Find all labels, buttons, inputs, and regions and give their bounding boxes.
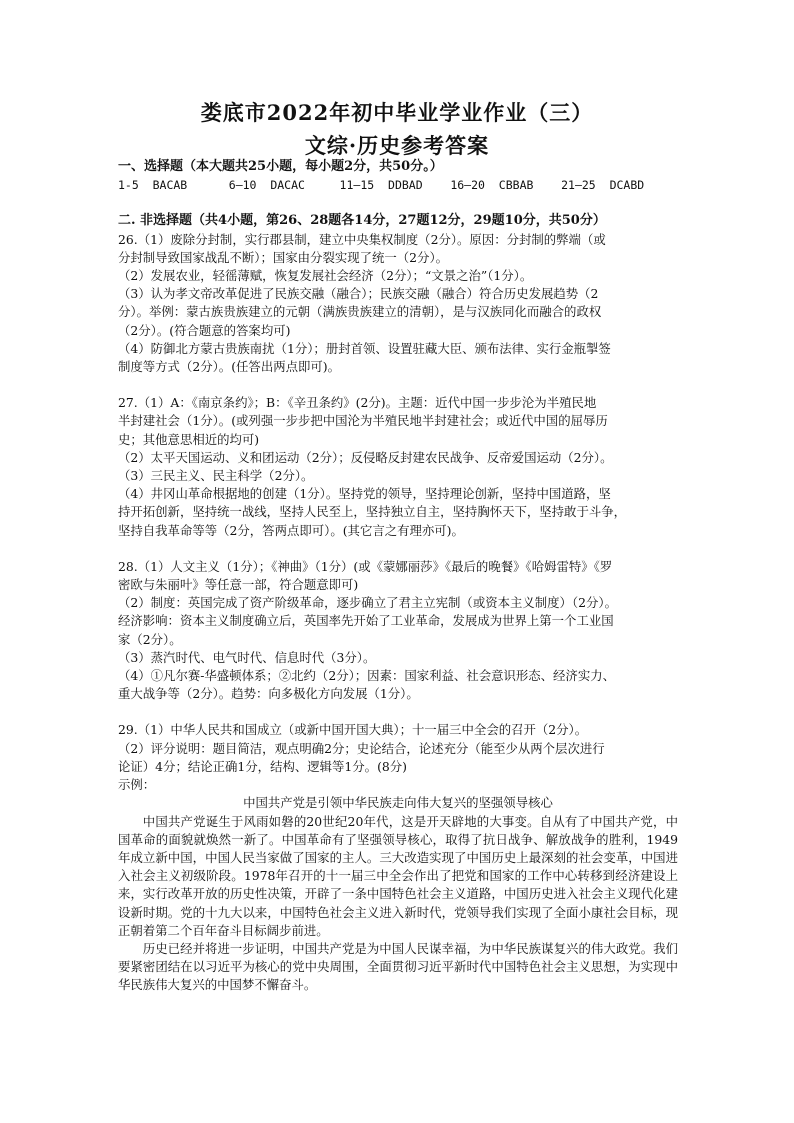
q28-line: （4）①凡尔赛-华盛顿体系；②北约（2分）；因素：国家利益、社会意识形态、经济实力、 (118, 668, 615, 684)
answer-body (118, 158, 678, 995)
question-29 (118, 721, 678, 794)
q27-line: （2）太平天国运动、义和团运动（2分）；反侵略反封建农民战争、反帝爱国运动（2分）。 (118, 449, 613, 465)
q29-line: 示例： (118, 777, 156, 793)
question-26 (118, 231, 678, 377)
sample-essay (118, 794, 678, 994)
q27-line: （4）井冈山革命根据地的创建（1分）。坚持党的领导，坚持理论创新，坚持中国道路，坚 (118, 486, 611, 502)
q29-line: 论证）4分；结论正确1分，结构、逻辑等1分。(8分) (118, 758, 408, 774)
q26-line: 分封制导致国家战乱不断）；国家由分裂实现了统一（2分）。 (118, 249, 449, 265)
q26-line: 26.（1）废除分封制，实行郡县制，建立中央集权制度（2分）。原因：分封制的弊端（或 (118, 231, 606, 247)
q28-line: （3）蒸汽时代、电气时代、信息时代（3分）。 (118, 649, 376, 665)
q27-line: 持开拓创新，坚持统一战线，坚持人民至上，坚持独立自主，坚持胸怀天下，坚持敢于斗争， (118, 504, 627, 520)
question-28 (118, 558, 678, 704)
document-title: 娄底市2022年初中毕业学业作业（三） (200, 100, 594, 125)
q28-line: 家（2分）。 (118, 631, 182, 647)
essay-paragraph-1: 中国共产党诞生于风雨如磐的20世纪20年代，这是开天辟地的大事变。自从有了中国共产党，中国革命的面貌就焕然一新了。中国革命有了坚强领导核心，取得了抗日战争、解放战争的胜利，1949年成立新中国，中国人民当家做了国家的主人。三大改造实现了中国历史上最深刻的社会变革，中国进入社会主义初级阶段。1978年召开的十一届三中全会作出了把党和国家的工作中心转移到经济建设上来，实行改革开放的历史性决策，开辟了一条中国特色社会主义道路，中国历史进入社会主义现代化建设新时期。党的十九大以来，中国特色社会主义进入新时代，党领导我们实现了全面小康社会目标，现正朝着第二个百年奋斗目标阔步前进。 (118, 813, 678, 938)
q28-line: 重大战争等（2分）。趋势：向多极化方向发展（1分）。 (118, 686, 419, 702)
q27-line: （3）三民主义、民主科学（2分）。 (118, 468, 314, 484)
q28-line: 密欧与朱丽叶》等任意一部，符合题意即可) (118, 577, 359, 593)
essay-title: 中国共产党是引领中华民族走向伟大复兴的坚强领导核心 (243, 795, 553, 811)
q26-line: （2）发展农业，轻徭薄赋，恢复发展社会经济（2分）；“文景之治”（1分）。 (118, 268, 533, 284)
document-subtitle: 文综·历史参考答案 (304, 133, 490, 158)
section1-heading: 一、选择题（本大题共25小题，每小题2分，共50分。） (118, 159, 443, 174)
choice-answers: 1-5 BACAB 6—10 DACAC 11—15 DDBAD 16—20 CBBAB 21—25 DCABD (118, 178, 645, 193)
question-27 (118, 394, 678, 540)
q26-line: （2分）。(符合题意的答案均可) (118, 322, 291, 338)
q26-line: 分）。举例：蒙古族贵族建立的元朝（满族贵族建立的清朝），是与汉族同化而融合的政权 (118, 304, 602, 320)
q28-line: 经济影响：资本主义制度确立后，英国率先开始了工业革命，发展成为世界上第一个工业国 (118, 613, 614, 629)
section2-heading: 二. 非选择题（共4小题，第26、28题各14分，27题12分，29题10分，共50分） (118, 213, 606, 229)
q26-line: （4）防御北方蒙古贵族南扰（1分）；册封首领、设置驻藏大臣、颁布法律、实行金瓶掣签 (118, 340, 611, 356)
q27-line: 坚持自我革命等等（2分，答两点即可）。(其它言之有理亦可)。 (118, 522, 464, 538)
q29-line: （2）评分说明：题目简洁，观点明确2分；史论结合，论述充分（能至少从两个层次进行 (118, 740, 605, 756)
q26-line: 制度等方式（2分）。(任答出两点即可)。 (118, 359, 340, 375)
q27-line: 27.（1）A：《南京条约》；B：《辛丑条约》(2分)。主题：近代中国一步步沦为半殖民地 (118, 395, 597, 411)
q29-line: 29.（1）中华人民共和国成立（或新中国开国大典）；十一届三中全会的召开（2分）。 (118, 722, 588, 738)
q26-line: （3）认为孝文帝改革促进了民族交融（融合）；民族交融（融合）符合历史发展趋势（2 (118, 286, 599, 302)
essay-paragraph-2: 历史已经并将进一步证明，中国共产党是为中国人民谋幸福，为中华民族谋复兴的伟大政党。我们要紧密团结在以习近平为核心的党中央周围，全面贯彻习近平新时代中国特色社会主义思想，为实现中华民族伟大复兴的中国梦不懈奋斗。 (118, 940, 678, 993)
q27-line: 史；其他意思相近的均可) (118, 431, 260, 447)
q28-line: 28.（1）人文主义（1分）；《神曲》（1分）(或《蒙娜丽莎》《最后的晚餐》《哈姆雷特》《罗 (118, 558, 613, 574)
q28-line: （2）制度：英国完成了资产阶级革命，逐步确立了君主立宪制（或资本主义制度）（2分）。 (118, 595, 617, 611)
q27-line: 半封建社会（1分）。(或列强一步步把中国沦为半殖民地半封建社会；或近代中国的屈辱历 (118, 413, 608, 429)
